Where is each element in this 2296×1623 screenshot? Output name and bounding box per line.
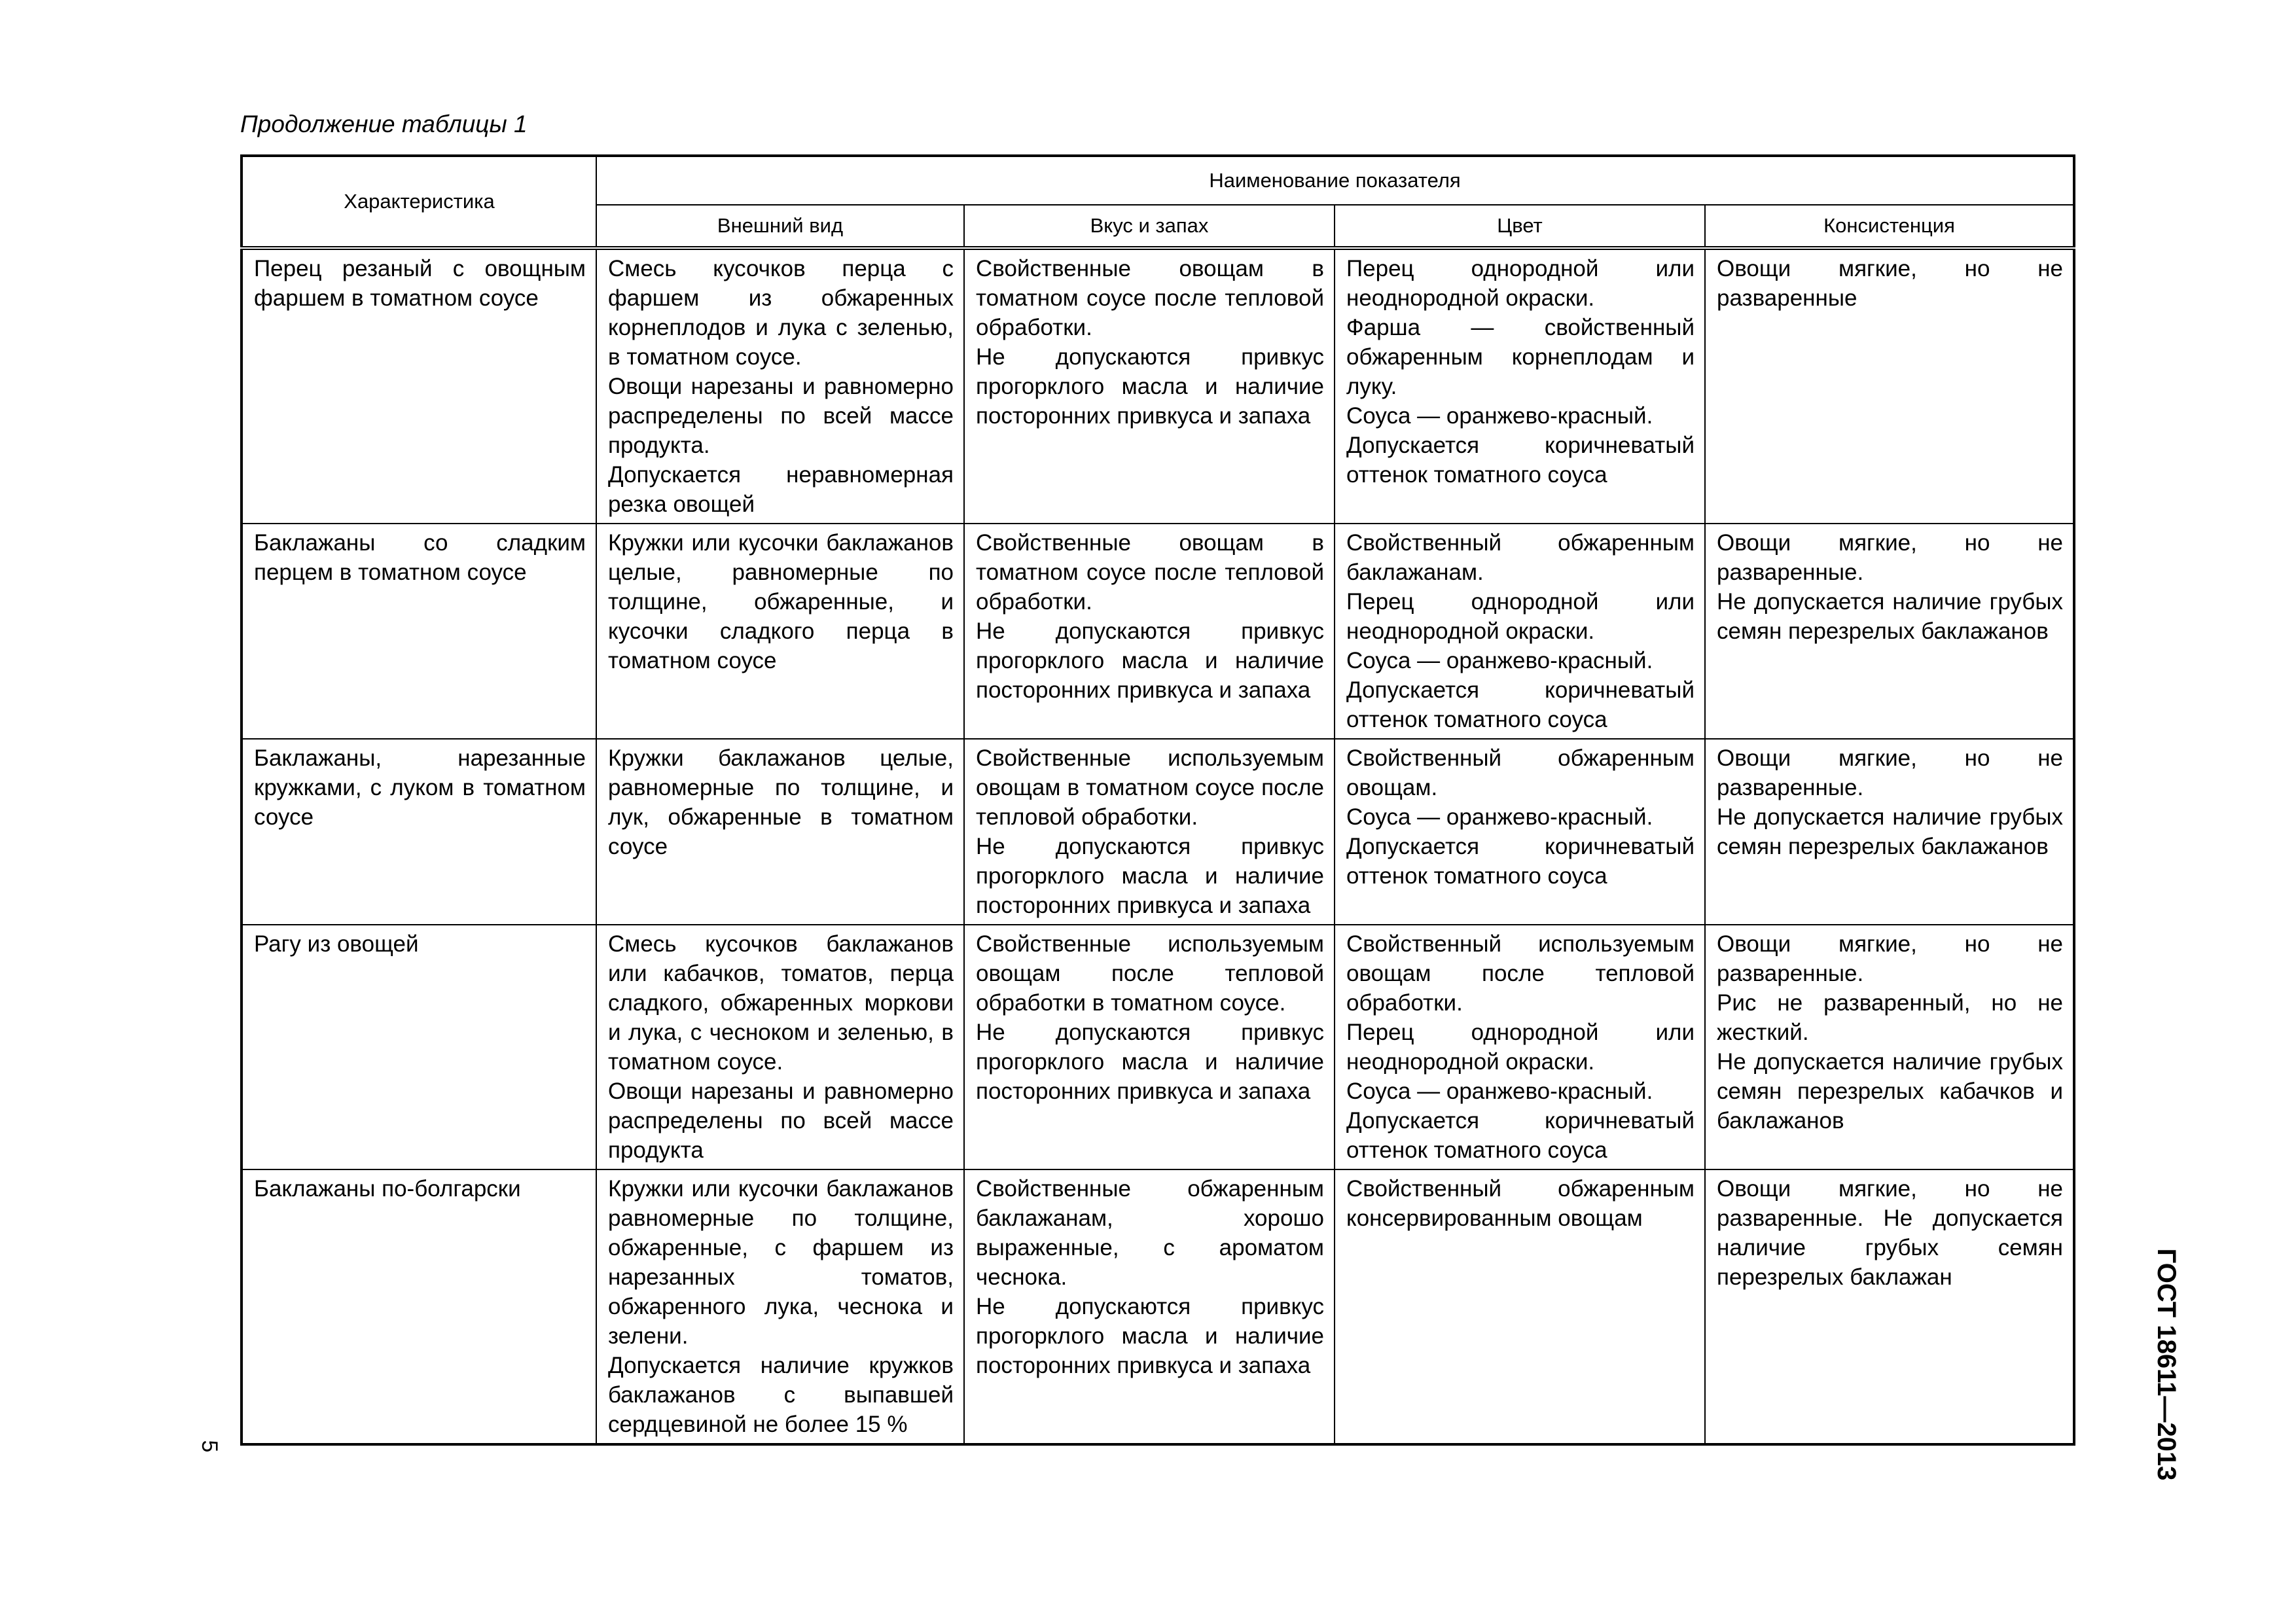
cell-appearance	[596, 248, 964, 524]
cell-taste-smell	[964, 248, 1335, 524]
cell-color	[1335, 739, 1705, 925]
cell-consistency	[1705, 524, 2074, 739]
cell-paragraph: Овощи нарезаны и равномерно распределены по всей массе продукта	[608, 1079, 954, 1163]
standard-identifier: ГОСТ 18611—2013	[2152, 1248, 2181, 1481]
table-row	[242, 739, 2074, 925]
cell-paragraph: Рис не разваренный, но не жесткий.	[1717, 990, 2064, 1045]
cell-paragraph: Допускается коричневатый оттенок томатного соуса	[1346, 1108, 1695, 1163]
table-caption: Продолжение таблицы 1	[240, 111, 528, 137]
table-row	[242, 1169, 2074, 1444]
cell-consistency	[1705, 925, 2074, 1169]
cell-paragraph: Овощи мягкие, но не разваренные	[1717, 256, 2064, 311]
cell-paragraph: Соуса — оранжево-красный.	[1346, 1079, 1653, 1104]
cell-paragraph: Допускается наличие кружков баклажанов с выпавшей сердцевиной не более 15 %	[608, 1353, 954, 1437]
cell-appearance	[596, 1169, 964, 1444]
column-header-color: Цвет	[1335, 205, 1705, 248]
page-number: 5	[197, 1440, 222, 1453]
cell-paragraph: Свойственные используемым овощам в томатном соусе после тепловой обработки.	[976, 745, 1324, 830]
cell-paragraph: Перец однородной или неоднородной окраски.	[1346, 256, 1695, 311]
cell-paragraph: Соуса — оранжево-красный.	[1346, 403, 1653, 429]
table-row	[242, 248, 2074, 524]
cell-paragraph: Перец однородной или неоднородной окраски.	[1346, 1020, 1695, 1075]
cell-product-name: Баклажаны по-болгарски	[242, 1169, 596, 1444]
cell-paragraph: Не допускается наличие грубых семян перезрелых баклажанов	[1717, 589, 2064, 644]
cell-product-name: Баклажаны, нарезанные кружками, с луком в томатном соусе	[242, 739, 596, 925]
cell-paragraph: Овощи мягкие, но не разваренные.	[1717, 530, 2064, 585]
cell-product-name: Баклажаны со сладким перцем в томатном соусе	[242, 524, 596, 739]
cell-paragraph: Кружки или кусочки баклажанов равномерные по толщине, обжаренные, с фаршем из нарезанных томатов, обжаренного лука, чеснока и зелени.	[608, 1176, 954, 1349]
cell-taste-smell	[964, 524, 1335, 739]
cell-paragraph: Допускается коричневатый оттенок томатного соуса	[1346, 677, 1695, 732]
cell-paragraph: Свойственный обжаренным овощам.	[1346, 745, 1695, 800]
cell-paragraph: Свойственный используемым овощам после тепловой обработки.	[1346, 931, 1695, 1016]
cell-paragraph: Свойственный обжаренным консервированным овощам	[1346, 1176, 1695, 1231]
cell-taste-smell	[964, 1169, 1335, 1444]
cell-paragraph: Не допускается наличие грубых семян перезрелых баклажанов	[1717, 804, 2064, 859]
cell-paragraph: Не допускаются привкус прогорклого масла и наличие посторонних привкуса и запаха	[976, 1294, 1324, 1378]
cell-paragraph: Овощи мягкие, но не разваренные. Не допускается наличие грубых семян перезрелых баклажан	[1717, 1176, 2064, 1290]
cell-color	[1335, 1169, 1705, 1444]
cell-paragraph: Соуса — оранжево-красный.	[1346, 804, 1653, 830]
group-header-indicator-name: Наименование показателя	[596, 156, 2074, 205]
cell-paragraph: Кружки или кусочки баклажанов целые, равномерные по толщине, обжаренные, и кусочки сладкого перца в томатном соусе	[608, 530, 954, 673]
cell-paragraph: Допускается коричневатый оттенок томатного соуса	[1346, 433, 1695, 488]
cell-paragraph: Допускается коричневатый оттенок томатного соуса	[1346, 834, 1695, 889]
cell-consistency	[1705, 1169, 2074, 1444]
table-row	[242, 925, 2074, 1169]
cell-paragraph: Перец однородной или неоднородной окраски.	[1346, 589, 1695, 644]
cell-paragraph: Кружки баклажанов целые, равномерные по толщине, и лук, обжаренные в томатном соусе	[608, 745, 954, 859]
column-header-appearance: Внешний вид	[596, 205, 964, 248]
column-header-taste-smell: Вкус и запах	[964, 205, 1335, 248]
cell-paragraph: Свойственные обжаренным баклажанам, хорошо выраженные, с ароматом чеснока.	[976, 1176, 1324, 1290]
cell-consistency	[1705, 739, 2074, 925]
cell-color	[1335, 248, 1705, 524]
cell-appearance	[596, 739, 964, 925]
cell-product-name: Перец резаный с овощным фаршем в томатном соусе	[242, 248, 596, 524]
cell-taste-smell	[964, 925, 1335, 1169]
cell-paragraph: Свойственные овощам в томатном соусе после тепловой обработки.	[976, 530, 1324, 615]
cell-paragraph: Не допускаются привкус прогорклого масла и наличие посторонних привкуса и запаха	[976, 834, 1324, 918]
column-header-consistency: Консистенция	[1705, 205, 2074, 248]
cell-paragraph: Не допускаются привкус прогорклого масла и наличие посторонних привкуса и запаха	[976, 344, 1324, 429]
cell-product-name: Рагу из овощей	[242, 925, 596, 1169]
cell-color	[1335, 925, 1705, 1169]
specification-table	[240, 154, 2075, 1446]
table-body	[242, 248, 2074, 1444]
table-row	[242, 524, 2074, 739]
cell-consistency	[1705, 248, 2074, 524]
cell-paragraph: Соуса — оранжево-красный.	[1346, 648, 1653, 673]
row-header-characteristic: Характеристика	[242, 156, 596, 248]
cell-taste-smell	[964, 739, 1335, 925]
cell-paragraph: Не допускаются привкус прогорклого масла и наличие посторонних привкуса и запаха	[976, 618, 1324, 703]
cell-appearance	[596, 524, 964, 739]
cell-color	[1335, 524, 1705, 739]
cell-paragraph: Свойственные используемым овощам после тепловой обработки в томатном соусе.	[976, 931, 1324, 1016]
cell-paragraph: Допускается неравномерная резка овощей	[608, 462, 954, 517]
cell-paragraph: Фарша — свойственный обжаренным корнеплодам и луку.	[1346, 315, 1695, 399]
cell-paragraph: Не допускается наличие грубых семян перезрелых кабачков и баклажанов	[1717, 1049, 2064, 1133]
cell-paragraph: Не допускаются привкус прогорклого масла и наличие посторонних привкуса и запаха	[976, 1020, 1324, 1104]
cell-paragraph: Овощи мягкие, но не разваренные.	[1717, 931, 2064, 986]
cell-paragraph: Овощи нарезаны и равномерно распределены по всей массе продукта.	[608, 374, 954, 458]
cell-appearance	[596, 925, 964, 1169]
cell-paragraph: Смесь кусочков перца с фаршем из обжаренных корнеплодов и лука с зеленью, в томатном соусе.	[608, 256, 954, 370]
cell-paragraph: Овощи мягкие, но не разваренные.	[1717, 745, 2064, 800]
cell-paragraph: Свойственный обжаренным баклажанам.	[1346, 530, 1695, 585]
cell-paragraph: Смесь кусочков баклажанов или кабачков, томатов, перца сладкого, обжаренных моркови и лука, с чесноком и зеленью, в томатном соусе.	[608, 931, 954, 1075]
cell-paragraph: Свойственные овощам в томатном соусе после тепловой обработки.	[976, 256, 1324, 340]
